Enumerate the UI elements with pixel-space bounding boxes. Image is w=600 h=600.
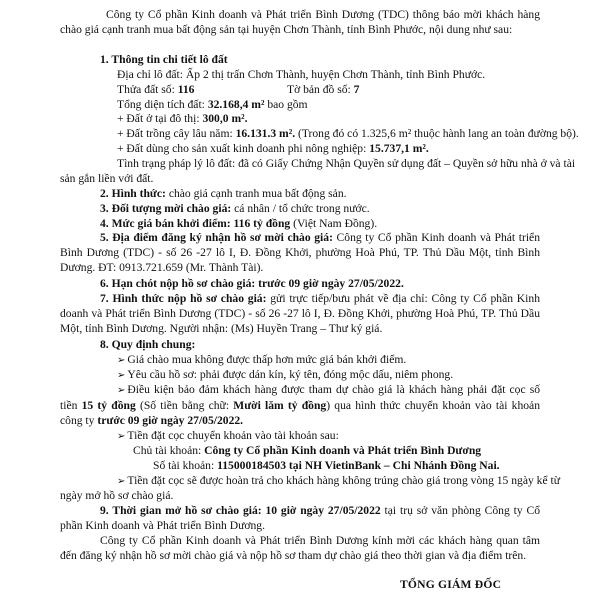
parcel-number: Thửa đất số: 116 <box>117 83 195 96</box>
arrow-bullet-icon: ➢ <box>117 355 126 366</box>
map-sheet-number: Tờ bản đồ số: 7 <box>287 83 360 96</box>
arrow-bullet-icon: ➢ <box>117 370 126 381</box>
legal-status-line-2: sản gắn liền với đất. <box>60 172 154 185</box>
intro-text: Công ty Cổ phần Kinh doanh và Phát triển Bình Dương (TDC) thông báo mời khách hàng chào giá cạnh tranh mua bất động sản tại huyện Chơn Thành, tỉnh Bình Phước, nội dung như sau: <box>60 8 540 36</box>
signature-title: TỔNG GIÁM ĐỐC <box>400 578 502 591</box>
land-address: Địa chỉ lô đất: Ấp 2 thị trấn Chơn Thành, huyện Chơn Thành, tỉnh Bình Phước. <box>117 68 486 81</box>
rule-minimum-price: ➢ Giá chào mua không được thấp hơn mức giá bán khởi điểm. <box>117 353 407 366</box>
arrow-bullet-icon: ➢ <box>117 385 126 396</box>
section-9-opening-time: 9. Thời gian mở hồ sơ chào giá: 10 giờ ngày 27/05/2022 tại trụ sở văn phòng Công ty Cổ phần Kinh doanh và Phát triển Bình Dương. <box>60 504 540 532</box>
intro-paragraph <box>60 8 540 38</box>
rule-deposit-refund-line-2: ngày mở hồ sơ chào giá. <box>60 489 174 502</box>
account-number: Số tài khoản: 115000184503 tại NH VietinBank – Chi Nhánh Đồng Nai. <box>153 459 500 472</box>
total-area: Tổng diện tích đất: 32.168,4 m² bao gồm <box>117 98 308 111</box>
nonagricultural-land-area: + Đất dùng cho sản xuất kinh doanh phi nông nghiệp: 15.737,1 m². <box>117 142 429 155</box>
section-5-registration-place: 5. Địa điểm đăng ký nhận hồ sơ mời chào giá: Công ty Cổ phần Kinh doanh và Phát triển Bình Dương (TDC) - số 26 -27 lô I, Đ. Đồng Khởi, phường Hoà Phú, TP. Thủ Dầu Một, tỉnh Bình Dương. ĐT: 0913.721.659 (Mr. Thành Tài). <box>60 231 541 274</box>
arrow-bullet-icon: ➢ <box>117 476 126 487</box>
section-2-form: 2. Hình thức: chào giá cạnh tranh mua bất động sản. <box>100 187 347 200</box>
rule-deposit-account: ➢ Tiền đặt cọc chuyển khoản vào tài khoản sau: <box>117 429 339 442</box>
section-3-subjects: 3. Đối tượng mời chào giá: cá nhân / tổ chức trong nước. <box>100 202 370 215</box>
closing-paragraph: Công ty Cổ phần Kinh doanh và Phát triển Bình Dương kính mời các khách hàng quan tâm đến đăng ký nhận hồ sơ mời chào giá và nộp hồ sơ tham dự chào giá theo thời gian và địa điểm trên. <box>60 534 540 562</box>
legal-status-line-1: Tình trạng pháp lý lô đất: đã có Giấy Chứng Nhận Quyền sử dụng đất – Quyền sở hữu nhà ở và tài <box>117 157 576 170</box>
section-4-starting-price: 4. Mức giá bán khởi điểm: 116 tỷ đồng (Việt Nam Đồng). <box>100 217 378 230</box>
rule-dossier-requirements: ➢ Yêu cầu hồ sơ: phải được dán kín, ký tên, đóng mộc dấu, niêm phong. <box>117 368 454 381</box>
section-6-deadline: 6. Hạn chót nộp hồ sơ chào giá: trước 09 giờ ngày 27/05/2022. <box>100 277 404 290</box>
section-8-heading: 8. Quy định chung: <box>100 338 196 351</box>
account-holder: Chủ tài khoản: Công ty Cổ phần Kinh doanh và Phát triển Bình Dương <box>133 444 482 457</box>
arrow-bullet-icon: ➢ <box>117 431 126 442</box>
rule-deposit-condition: ➢ Điều kiện bảo đảm khách hàng được tham dự chào giá là khách hàng phải đặt cọc số tiền 15 tỷ đồng (Số tiền bằng chữ: Mười lăm tỷ đồng) qua hình thức chuyển khoản vào tài khoản công ty trước 09 giờ ngày 27/05/2022. <box>60 383 540 427</box>
section-1-heading: 1. Thông tin chi tiết lô đất <box>100 53 228 66</box>
section-7-submission-method: 7. Hình thức nộp hồ sơ chào giá: gửi trực tiếp/bưu phát về địa chỉ: Công ty Cổ phần Kinh doanh và Phát triển Bình Dương (TDC) - số 26 -27 lô I, Đ. Đồng Khởi, phường Hoà Phú, TP. Thủ Dầu Một, tỉnh Bình Dương. Người nhận: (Ms) Huyền Trang – Thư ký giá. <box>60 292 540 335</box>
urban-land-area: + Đất ở tại đô thị: 300,0 m². <box>117 112 248 125</box>
perennial-land-area: + Đất trồng cây lâu năm: 16.131.3 m². (Trong đó có 1.325,6 m² thuộc hành lang an toàn đường bộ). <box>117 127 579 140</box>
rule-deposit-refund-line-1: ➢ Tiền đặt cọc sẽ được hoàn trả cho khách hàng không trúng chào giá trong vòng 15 ngày kể từ <box>117 474 561 487</box>
